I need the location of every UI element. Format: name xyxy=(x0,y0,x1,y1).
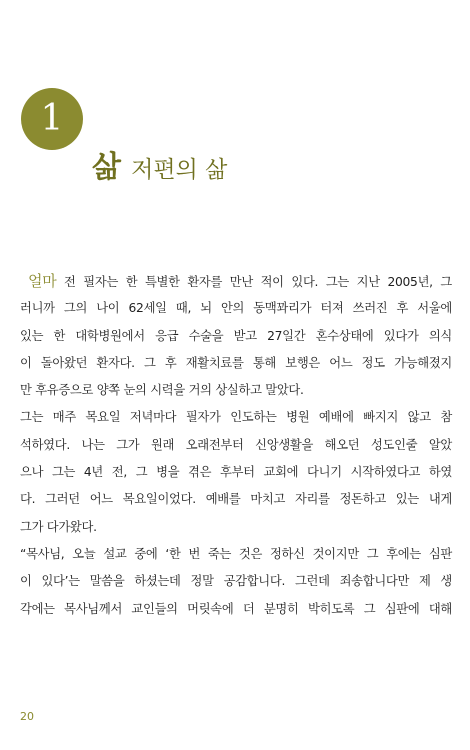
paragraph-2-line-3: 으나 그는 4년 전, 그 병을 겪은 후부터 교회에 다니기 시작하였다고 하였 xyxy=(20,465,452,480)
paragraph-2-line-5: 그가 다가왔다. xyxy=(20,519,97,534)
paragraph-2-line-1: 그는 매주 목요일 저녁마다 필자가 인도하는 병원 예배에 빠지지 않고 참 xyxy=(20,410,452,425)
chapter-number: 1 xyxy=(40,98,64,139)
paragraph-1-line-3: 있는 한 대학병원에서 응급 수술을 받고 27일간 혼수상태에 있다가 의식 xyxy=(20,328,452,343)
paragraph-1-line-2: 러니까 그의 나이 62세일 때, 뇌 안의 동맥꽈리가 터져 쓰러진 후 서울에 xyxy=(20,301,452,316)
paragraph-1-line-4: 이 돌아왔던 환자다. 그 후 재활치료를 통해 보행은 어느 정도 가능해졌지 xyxy=(20,355,452,370)
paragraph-2-line-4: 다. 그러던 어느 목요일이었다. 예배를 마치고 자리를 정돈하고 있는 내게 xyxy=(20,492,452,507)
page-number: 20 xyxy=(20,710,34,723)
paragraph-3-line-2: 이 있다’는 말씀을 하셨는데 정말 공감합니다. 그런데 죄송합니다만 제 생 xyxy=(20,574,452,589)
paragraph-1-line-5: 만 후유증으로 양쪽 눈의 시력을 거의 상실하고 말았다. xyxy=(20,383,304,398)
paragraph-2-line-2: 석하였다. 나는 그가 원래 오래전부터 신앙생활을 해오던 성도인줄 알았 xyxy=(20,437,452,452)
paragraph-3-line-3: 각에는 목사님께서 교인들의 머릿속에 더 분명히 박히도록 그 심판에 대해 xyxy=(20,601,452,616)
body-text xyxy=(20,268,452,623)
paragraph-3-line-1: “목사님, 오늘 설교 중에 ‘한 번 죽는 것은 정하신 것이지만 그 후에는 심판 xyxy=(20,546,452,561)
chapter-title xyxy=(92,150,227,183)
chapter-title-first-word: 삶 xyxy=(92,150,121,185)
paragraph-1-line-1: 얼마 전 필자는 한 특별한 환자를 만난 적이 있다. 그는 지난 2005년, 그 xyxy=(28,272,452,290)
lead-word: 얼마 xyxy=(28,272,57,290)
chapter-number-badge xyxy=(21,88,83,150)
chapter-title-rest: 저편의 삶 xyxy=(131,157,228,183)
